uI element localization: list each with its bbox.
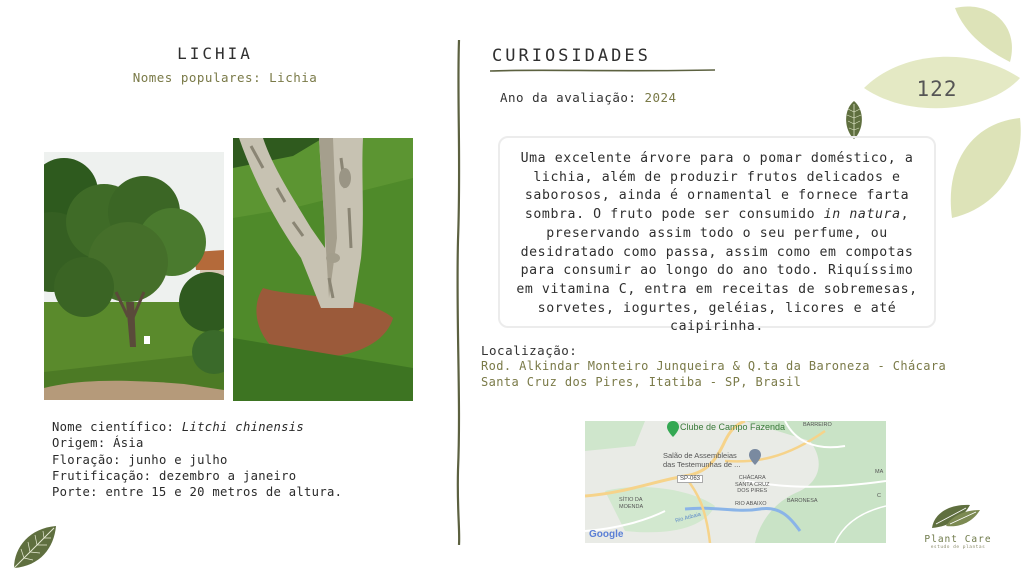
map-label-club: Clube de Campo Fazenda	[680, 422, 786, 432]
map-label-chacara-3: DOS PIRES	[737, 488, 768, 494]
size-row	[52, 484, 342, 500]
fruiting-label: Frutificação:	[52, 468, 152, 483]
curiosities-text-italic: in natura	[823, 207, 901, 223]
scientific-name-value: Litchi chinensis	[181, 420, 305, 434]
map-label-baronesa: BARONESA	[787, 498, 818, 504]
map-pin-icon	[749, 449, 761, 465]
brand-tagline: estudo de plantas	[930, 545, 986, 550]
location-label: Localização:	[481, 343, 578, 358]
curiosities-title: CURIOSIDADES	[492, 46, 651, 66]
evaluation-year-label: Ano da avaliação:	[500, 90, 637, 105]
map-label-sitio-2: MOENDA	[619, 503, 644, 510]
title-underline	[490, 68, 715, 73]
scientific-name-row	[52, 419, 342, 435]
curiosities-text-part1: Uma excelente árvore para o pomar doméstico, a lichia, além de produzir frutos delicados e saborosos, ainda é ornamental e fornece farta sombra. O fruto pode ser consumido	[520, 151, 914, 223]
plant-care-logo-icon	[930, 502, 982, 532]
map-label-chacara-2: SANTA CRUZ	[735, 481, 770, 488]
map-label-rio-abaixo: RIO ABAIXO	[735, 501, 767, 507]
page-number: 122	[916, 77, 958, 101]
map-label-sitio	[619, 497, 643, 510]
origin-label: Origem:	[52, 436, 106, 451]
map-attribution: Google	[589, 529, 624, 540]
map-label-hall-line2: das Testemunhas de ...	[663, 460, 741, 469]
tree-photo	[44, 152, 224, 400]
trunk-photo	[233, 138, 413, 401]
map-pin-icon	[667, 421, 679, 437]
flowering-value: junho e julho	[128, 452, 228, 467]
popular-names-value: Lichia	[269, 70, 318, 85]
size-value: entre 15 e 20 metros de altura.	[105, 485, 343, 500]
map-label-sitio-1: SÍTIO DA	[619, 497, 643, 503]
map-label-edge-1: MA	[875, 469, 884, 475]
popular-names-label: Nomes populares:	[132, 70, 262, 85]
map-label-barreiro: BARREIRO	[803, 422, 832, 428]
fruiting-value: dezembro a janeiro	[158, 468, 297, 483]
plant-facts	[52, 419, 342, 500]
map-road-shield: SP-063	[677, 475, 703, 483]
curiosities-text	[498, 136, 936, 335]
flowering-row	[52, 452, 342, 468]
scientific-name-label: Nome científico:	[52, 420, 175, 434]
curiosities-text-part2: , preservando assim todo o seu perfume, ou desidratado como passa, assim como em compotas para consumir ao longo do ano todo. Riquíssimo em vitamina C, entra em receitas de sobremesas, sorvetes, iogurtes, geléias, licores e até caipirinha.	[516, 207, 918, 335]
location-value: Rod. Alkindar Monteiro Junqueira & Q.ta da Baroneza - Chácara Santa Cruz dos Pires, Itatiba - SP, Brasil	[481, 359, 947, 389]
location-map[interactable]	[585, 421, 886, 543]
popular-names	[0, 70, 450, 85]
map-label-edge-2: C	[877, 493, 881, 499]
map-label-hall	[663, 451, 740, 469]
plant-title: LICHIA	[177, 44, 253, 63]
column-divider	[455, 40, 463, 545]
origin-row	[52, 435, 342, 451]
map-label-chacara-1: CHÁCARA	[738, 475, 766, 481]
brand-name: Plant Care	[924, 534, 992, 545]
size-label: Porte:	[52, 485, 98, 500]
leaf-icon	[10, 522, 60, 572]
map-label-chacara	[735, 475, 769, 495]
evaluation-year-value: 2024	[644, 90, 677, 105]
origin-value: Ásia	[113, 436, 144, 451]
flowering-label: Floração:	[52, 452, 121, 467]
map-label-river: Rio Atibaia	[674, 511, 702, 525]
fruiting-row	[52, 468, 342, 484]
leaf-icon	[843, 100, 865, 140]
evaluation-year	[500, 90, 677, 105]
map-label-hall-line1: Salão de Assembleias	[663, 451, 737, 460]
